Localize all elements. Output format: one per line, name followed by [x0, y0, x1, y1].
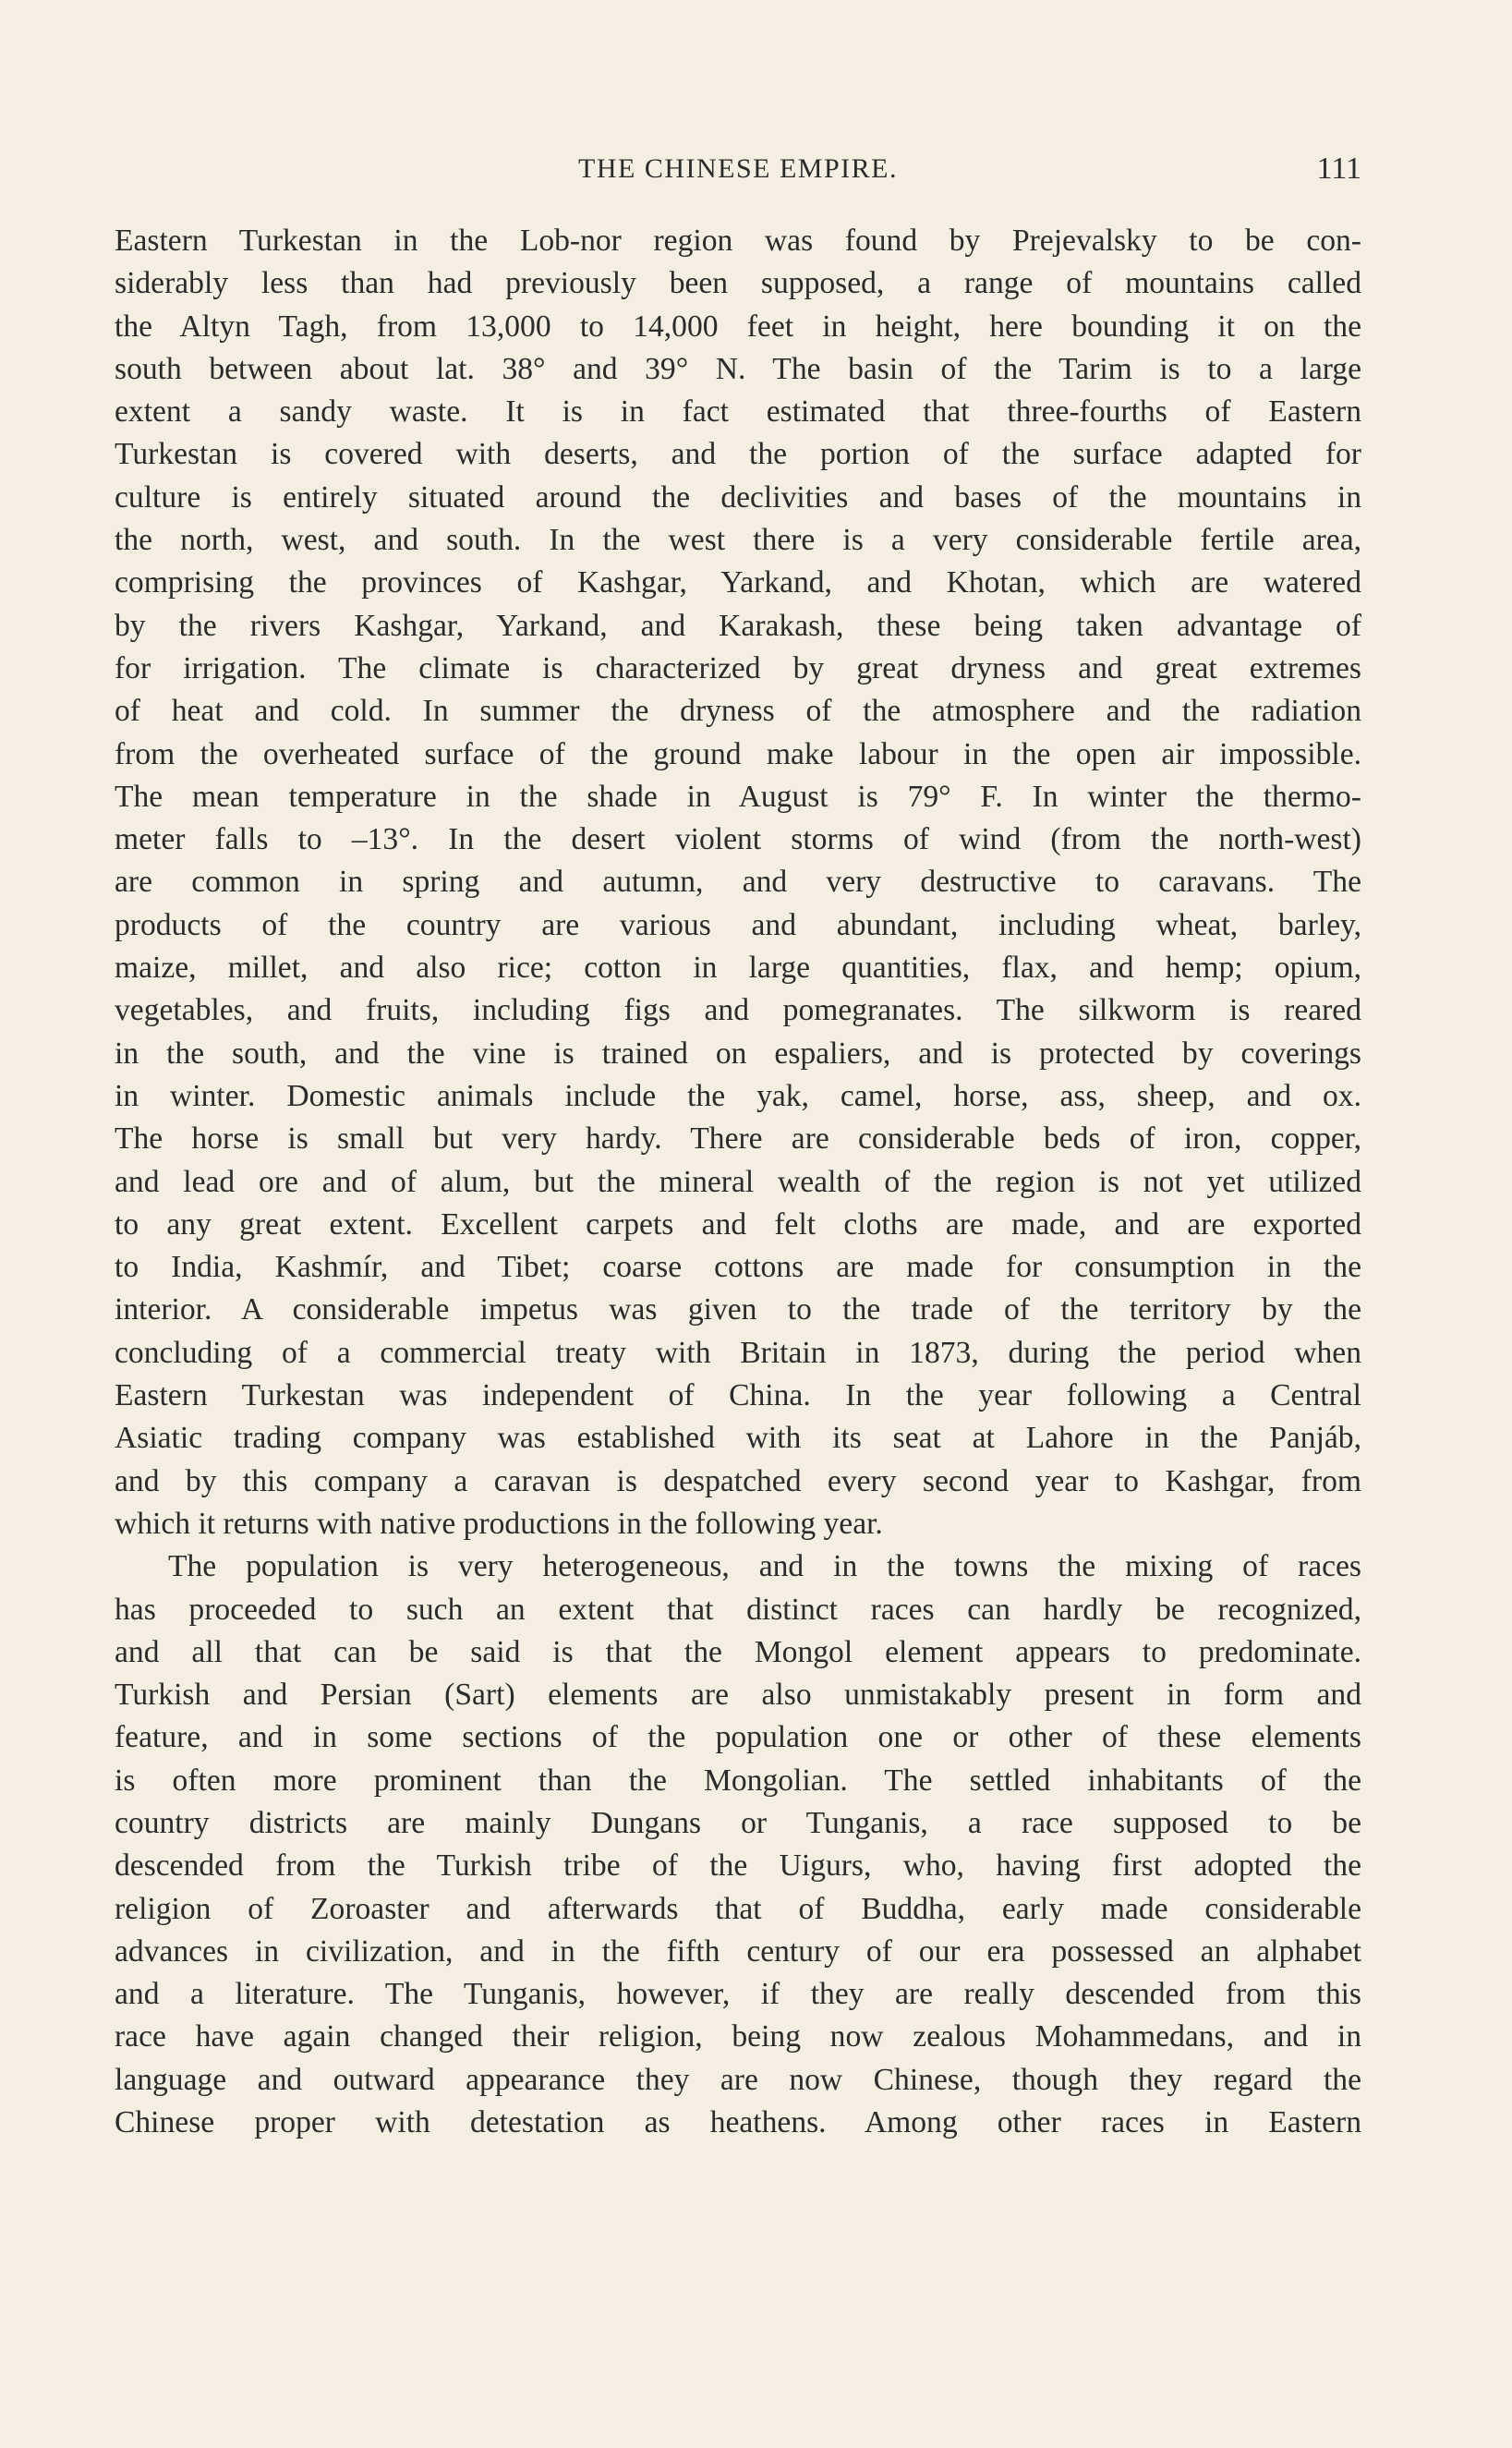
running-head [115, 153, 1361, 190]
text-line: and all that can be said is that the Mongol element appears to predominate. [115, 1634, 1361, 1669]
running-title: THE CHINESE EMPIRE. [578, 153, 898, 184]
text-line: feature, and in some sections of the population one or other of these elements [115, 1720, 1361, 1755]
page-number: 111 [1316, 151, 1361, 186]
text-line: are common in spring and autumn, and very destructive to caravans. The [115, 865, 1361, 900]
text-line: culture is entirely situated around the declivities and bases of the mountains in [115, 479, 1361, 515]
text-line: Chinese proper with detestation as heathens. Among other races in Eastern [115, 2105, 1361, 2140]
text-line: extent a sandy waste. It is in fact estimated that three-fourths of Eastern [115, 394, 1361, 430]
text-line: the north, west, and south. In the west there is a very considerable fertile area, [115, 523, 1361, 558]
text-line: in winter. Domestic animals include the yak, camel, horse, ass, sheep, and ox. [115, 1078, 1361, 1113]
text-line: vegetables, and fruits, including figs and pomegranates. The silkworm is reared [115, 993, 1361, 1028]
text-line: concluding of a commercial treaty with Britain in 1873, during the period when [115, 1335, 1361, 1370]
text-line: The population is very heterogeneous, and in the towns the mixing of races [168, 1549, 1361, 1584]
text-line: comprising the provinces of Kashgar, Yarkand, and Khotan, which are watered [115, 565, 1361, 600]
text-line: maize, millet, and also rice; cotton in large quantities, flax, and hemp; opium, [115, 951, 1361, 986]
text-line: descended from the Turkish tribe of the Uigurs, who, having first adopted the [115, 1848, 1361, 1884]
text-line: from the overheated surface of the ground make labour in the open air impossible. [115, 736, 1361, 771]
text-line: for irrigation. The climate is characterized by great dryness and great extremes [115, 650, 1361, 685]
text-line: The horse is small but very hardy. There are considerable beds of iron, copper, [115, 1121, 1361, 1157]
text-line: race have again changed their religion, being now zealous Mohammedans, and in [115, 2019, 1361, 2054]
text-line: Turkestan is covered with deserts, and the portion of the surface adapted for [115, 437, 1361, 472]
text-line: country districts are mainly Dungans or Tunganis, a race supposed to be [115, 1805, 1361, 1840]
text-line: to any great extent. Excellent carpets and felt cloths are made, and are exported [115, 1206, 1361, 1242]
text-line: is often more prominent than the Mongolian. The settled inhabitants of the [115, 1763, 1361, 1798]
text-line: south between about lat. 38° and 39° N. The basin of the Tarim is to a large [115, 351, 1361, 386]
text-line: meter falls to –13°. In the desert violent storms of wind (from the north-west) [115, 822, 1361, 857]
text-line: siderably less than had previously been supposed, a range of mountains called [115, 266, 1361, 301]
text-line: to India, Kashmír, and Tibet; coarse cottons are made for consumption in the [115, 1250, 1361, 1285]
text-line: products of the country are various and abundant, including wheat, barley, [115, 907, 1361, 942]
text-line: which it returns with native productions in the following year. [115, 1506, 883, 1541]
text-line: and by this company a caravan is despatched every second year to Kashgar, from [115, 1463, 1361, 1498]
paragraph [115, 1545, 1361, 2144]
paragraph [115, 220, 1361, 1545]
text-line: Turkish and Persian (Sart) elements are also unmistakably present in form and [115, 1678, 1361, 1713]
text-line: and a literature. The Tunganis, however, if they are really descended from this [115, 1977, 1361, 2012]
text-line: of heat and cold. In summer the dryness of the atmosphere and the radiation [115, 694, 1361, 729]
text-line: religion of Zoroaster and afterwards that of Buddha, early made considerable [115, 1891, 1361, 1926]
body-text [115, 220, 1361, 2144]
text-line: language and outward appearance they are now Chinese, though they regard the [115, 2062, 1361, 2097]
text-line: advances in civilization, and in the fifth century of our era possessed an alphabet [115, 1933, 1361, 1969]
text-line: the Altyn Tagh, from 13,000 to 14,000 feet in height, here bounding it on the [115, 309, 1361, 344]
text-line: in the south, and the vine is trained on espaliers, and is protected by coverings [115, 1036, 1361, 1071]
text-line: interior. A considerable impetus was given to the trade of the territory by the [115, 1292, 1361, 1327]
text-line: has proceeded to such an extent that distinct races can hardly be recognized, [115, 1592, 1361, 1627]
text-line: Asiatic trading company was established with its seat at Lahore in the Panjáb, [115, 1421, 1361, 1456]
text-line: Eastern Turkestan was independent of China. In the year following a Central [115, 1378, 1361, 1413]
text-line: The mean temperature in the shade in August is 79° F. In winter the thermo- [115, 779, 1361, 814]
text-line: Eastern Turkestan in the Lob-nor region was found by Prejevalsky to be con- [115, 224, 1361, 258]
text-line: by the rivers Kashgar, Yarkand, and Karakash, these being taken advantage of [115, 608, 1361, 643]
text-line: and lead ore and of alum, but the mineral wealth of the region is not yet utilized [115, 1164, 1361, 1199]
